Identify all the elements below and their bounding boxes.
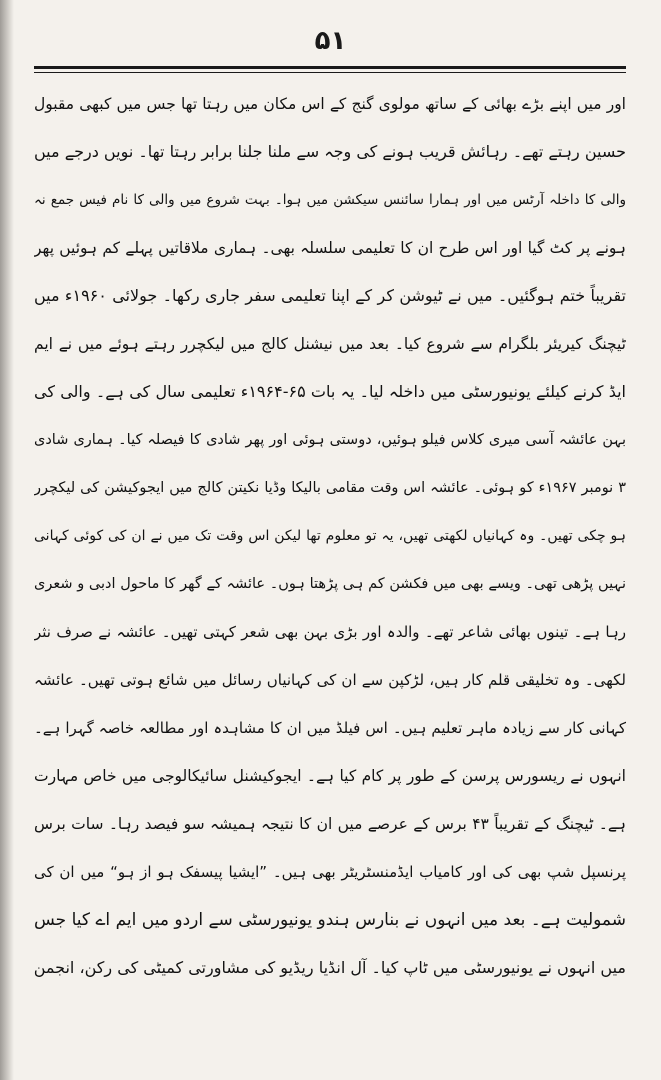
text-line: نہیں پڑھی تھی۔ ویسے بھی میں فکشن کم ہی پڑھتا ہوں۔ عائشہ کے گھر کا ماحول ادبی و شعری — [34, 576, 626, 592]
text-line: تقریباً ختم ہوگئیں۔ میں نے ٹیوشن کر کے اپنا تعلیمی سفر جاری رکھا۔ جولائی ۱۹۶۰ء میں — [34, 286, 626, 305]
text-line: اور میں اپنے بڑے بھائی کے ساتھ مولوی گنج کے اس مکان میں رہتا تھا جس میں کبھی مقبول — [34, 95, 626, 113]
text-line: ۳ نومبر ۱۹۶۷ء کو ہوئی۔ عائشہ اس وقت مقامی بالیکا وڈیا نکیتن کالج میں ایجوکیشن کی لیکچرر — [34, 480, 626, 496]
page-number: ۵۱ — [314, 26, 347, 56]
text-line: انہوں نے ریسورس پرسن کے طور پر کام کیا ہے۔ ایجوکیشنل سائیکالوجی میں خاص مہارت — [34, 767, 626, 785]
text-line: بہن عائشہ آسی میری کلاس فیلو ہوئیں، دوستی ہوئی اور پھر شادی کا فیصلہ کیا۔ ہماری شادی — [34, 432, 626, 448]
text-line: حسین رہتے تھے۔ رہائش قریب ہونے کی وجہ سے ملنا جلنا برابر رہتا تھا۔ نویں درجے میں — [34, 142, 626, 161]
header-rule-thick — [34, 66, 626, 69]
text-line: پرنسپل شپ بھی کی اور کامیاب ایڈمنسٹریٹر بھی ہیں۔ ”ایشیا پیسفک ہو از ہو“ میں ان کی — [34, 863, 626, 881]
text-line: رہا ہے۔ تینوں بھائی شاعر تھے۔ والدہ اور بڑی بہن بھی شعر کہتی تھیں۔ عائشہ نے صرف نثر — [34, 623, 626, 641]
text-line: ہے۔ ٹیچنگ کے تقریباً ۴۳ برس کے عرصے میں ان کا نتیجہ ہمیشہ سو فیصد رہا۔ سات برس — [34, 815, 626, 833]
text-line: ہو چکی تھیں۔ وہ کہانیاں لکھتی تھیں، یہ تو معلوم تھا لیکن اس وقت تک میں نے ان کی کوئی کہانی — [34, 528, 626, 544]
text-line: کہانی کار سے زیادہ ماہر تعلیم ہیں۔ اس فیلڈ میں ان کا مشاہدہ اور مطالعہ خاصہ گہرا ہے۔ — [34, 719, 626, 737]
header-rule-thin — [34, 72, 626, 73]
text-line: ایڈ کرنے کیلئے یونیورسٹی میں داخلہ لیا۔ یہ بات ۶۵-۱۹۶۴ء تعلیمی سال کی ہے۔ والی کی — [34, 382, 626, 401]
text-line: شمولیت ہے۔ بعد میں انہوں نے بنارس ہندو یونیورسٹی سے اردو میں ایم اے کیا جس — [34, 910, 626, 930]
text-line: ہونے پر کٹ گیا اور اس طرح ان کا تعلیمی سلسلہ بھی۔ ہماری ملاقاتیں پہلے کم ہوئیں پھر — [34, 239, 626, 257]
text-line: والی کا داخلہ آرٹس میں اور ہمارا سائنس سیکشن میں ہوا۔ بہت شروع میں والی کا نام فیس جمع نہ — [34, 192, 626, 208]
body-text — [34, 80, 626, 992]
binding-shadow — [0, 0, 14, 1080]
text-line: میں انہوں نے یونیورسٹی میں ٹاپ کیا۔ آل انڈیا ریڈیو کی مشاورتی کمیٹی کی رکن، انجمن — [34, 958, 626, 977]
text-line: ٹیچنگ کیریئر بلگرام سے شروع کیا۔ بعد میں نیشنل کالج میں لیکچرر رہتے ہوئے میں نے ایم — [34, 335, 626, 353]
text-line: لکھی۔ وہ تخلیقی قلم کار ہیں، لڑکپن سے ان کی کہانیاں رسائل میں شائع ہوتی تھیں۔ عائشہ — [34, 671, 626, 689]
